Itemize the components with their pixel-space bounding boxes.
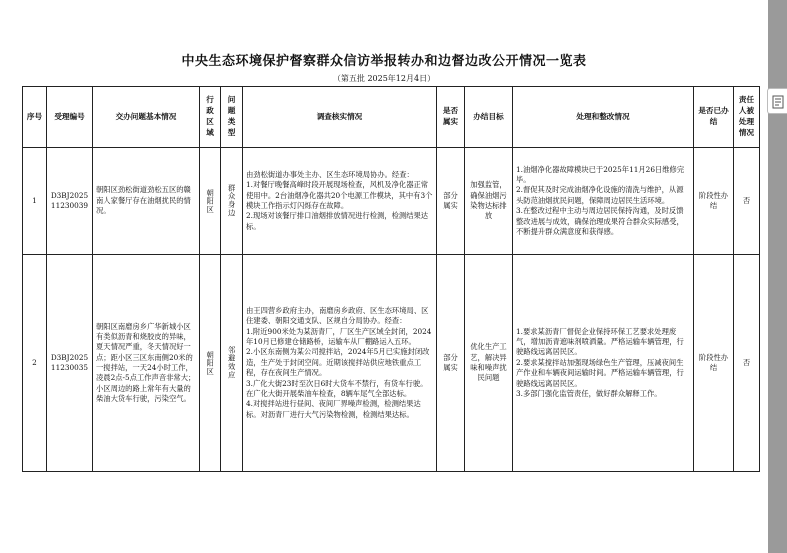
investigation-line: 由劲松街道办事处主办、区生态环境局协办。经查： xyxy=(246,169,414,179)
table-row xyxy=(23,148,760,255)
row-issue: 朝阳区劲松街道劲松五区的赣南人家餐厅存在油烟扰民的情况。 xyxy=(93,148,200,255)
row-issue xyxy=(93,255,200,472)
row-id: D3BJ202511230039 xyxy=(47,148,93,255)
investigation-line: 1.附近900米处为某沥青厂，厂区生产区域全封闭，2024年10月已修建仓储路桥，运输车从厂棚路运入五环。 xyxy=(246,326,432,347)
header-id: 受理编号 xyxy=(47,87,93,148)
row-investigation xyxy=(243,148,437,255)
document-view-button[interactable] xyxy=(767,88,787,114)
table-header-row xyxy=(23,87,760,148)
petition-table xyxy=(22,86,760,472)
rectification-line: 2.督促其及时完成油烟净化设施的清洗与维护，从源头防范油烟扰民问题，保障周边居民生活环境。 xyxy=(516,185,684,205)
rectification-line: 3.在整改过程中主动与周边居民保持沟通，及时反馈整改进展与成效，确保治理成果符合群众实际感受，不断提升群众满意度和获得感。 xyxy=(516,206,684,236)
row-type: 群众身边 xyxy=(227,184,237,218)
investigation-line: 1.对餐厅晚餐高峰时段开展现场检查，风机及净化器正常使用中。2台油烟净化器共20个电源工作模块，其中有3个模块工作指示灯闪烁存在故障。 xyxy=(246,180,433,210)
row-is-true: 部分属实 xyxy=(437,255,465,472)
row-goal: 优化生产工艺，解决异味和噪声扰民问题 xyxy=(465,255,513,472)
rectification-line: 1.油烟净化器故障模块已于2025年11月26日维修完毕。 xyxy=(516,164,685,185)
header-district: 行政区域 xyxy=(200,87,221,148)
row-goal: 加强监管，确保油烟污染物达标排放 xyxy=(465,148,513,255)
investigation-line: 4.对搅拌站进行昼间、夜间厂界噪声检测，检测结果达标。对沥青厂进行大气污染物检测，检测结果达标。 xyxy=(246,399,421,419)
row-rectification xyxy=(513,255,694,472)
document-subtitle: （第五批 2025年12月4日） xyxy=(332,74,436,83)
header-type: 问题类型 xyxy=(221,87,243,148)
header-issue: 交办问题基本情况 xyxy=(93,87,200,148)
rectification-line: 1.要求某沥青厂督促企业保持环保工艺要求处理废气，增加沥青遮味剂喷洒量。严格运输车辆管理，行驶路线远离居民区。 xyxy=(516,326,684,357)
investigation-line: 2.现场对该餐厅排口油烟排放情况进行检测，检测结果达标。 xyxy=(246,211,429,231)
row-accountability: 否 xyxy=(734,148,760,255)
header-investigation: 调查核实情况 xyxy=(243,87,437,148)
row-completed: 阶段性办结 xyxy=(694,255,734,472)
row-no: 2 xyxy=(23,255,47,472)
row-accountability: 否 xyxy=(734,255,760,472)
header-goal: 办结目标 xyxy=(465,87,513,148)
row-is-true: 部分属实 xyxy=(437,148,465,255)
row-district: 朝阳区 xyxy=(206,188,216,214)
row-completed: 阶段性办结 xyxy=(694,148,734,255)
row-type: 邻避效应 xyxy=(227,346,237,380)
header-rectification: 处理和整改情况 xyxy=(513,87,694,148)
rectification-line: 3.多部门强化监管责任，做好群众解释工作。 xyxy=(516,388,662,398)
header-no: 序号 xyxy=(23,87,47,148)
document-view-icon xyxy=(772,95,784,109)
row-district: 朝阳区 xyxy=(206,350,216,376)
row-rectification xyxy=(513,148,694,255)
header-accountability: 责任人被处理情况 xyxy=(734,87,760,148)
row-no: 1 xyxy=(23,148,47,255)
investigation-line: 由王四营乡政府主办，南磨房乡政府、区生态环境局、区住建委、朝阳交通支队、区规自分局协办。经查： xyxy=(246,306,429,326)
header-completed: 是否已办结 xyxy=(694,87,734,148)
header-is-true: 是否属实 xyxy=(437,87,465,148)
issue-line: 朝阳区南磨房乡广华新城小区有类似沥青和烧胶皮的异味，夏天情况严重，冬天情况好一点；距小区三区东南侧20米的一搅拌站，一天24小时工作，凌晨2点-5点工作声音非常大； xyxy=(96,321,196,383)
investigation-line: 3.广化大街23时至次日6时大货车不禁行，有货车行驶。在广化大街开展柴油车检查，8辆车尾气全部达标。 xyxy=(246,378,428,398)
table-row xyxy=(23,255,760,472)
investigation-line: 2.小区东南侧为某公司搅拌站，2024年5月已实施封闭改造，生产处于封闭空间。近期该搅拌站供应地铁重点工程，存在夜间生产情况。 xyxy=(246,347,430,378)
viewer-sidebar xyxy=(768,0,787,553)
row-id: D3BJ202511230035 xyxy=(47,255,93,472)
document-title: 中央生态环境保护督察群众信访举报转办和边督边改公开情况一览表 xyxy=(181,54,587,69)
issue-line: 小区周边的路上常年有大量的柴油大货车行驶，污染空气。 xyxy=(96,383,191,404)
row-investigation xyxy=(243,255,437,472)
rectification-line: 2.要求某搅拌站加强现场绿色生产管理，压减夜间生产作业和车辆夜间运输时间。严格运输车辆管理，行驶路线远离居民区。 xyxy=(516,357,684,388)
